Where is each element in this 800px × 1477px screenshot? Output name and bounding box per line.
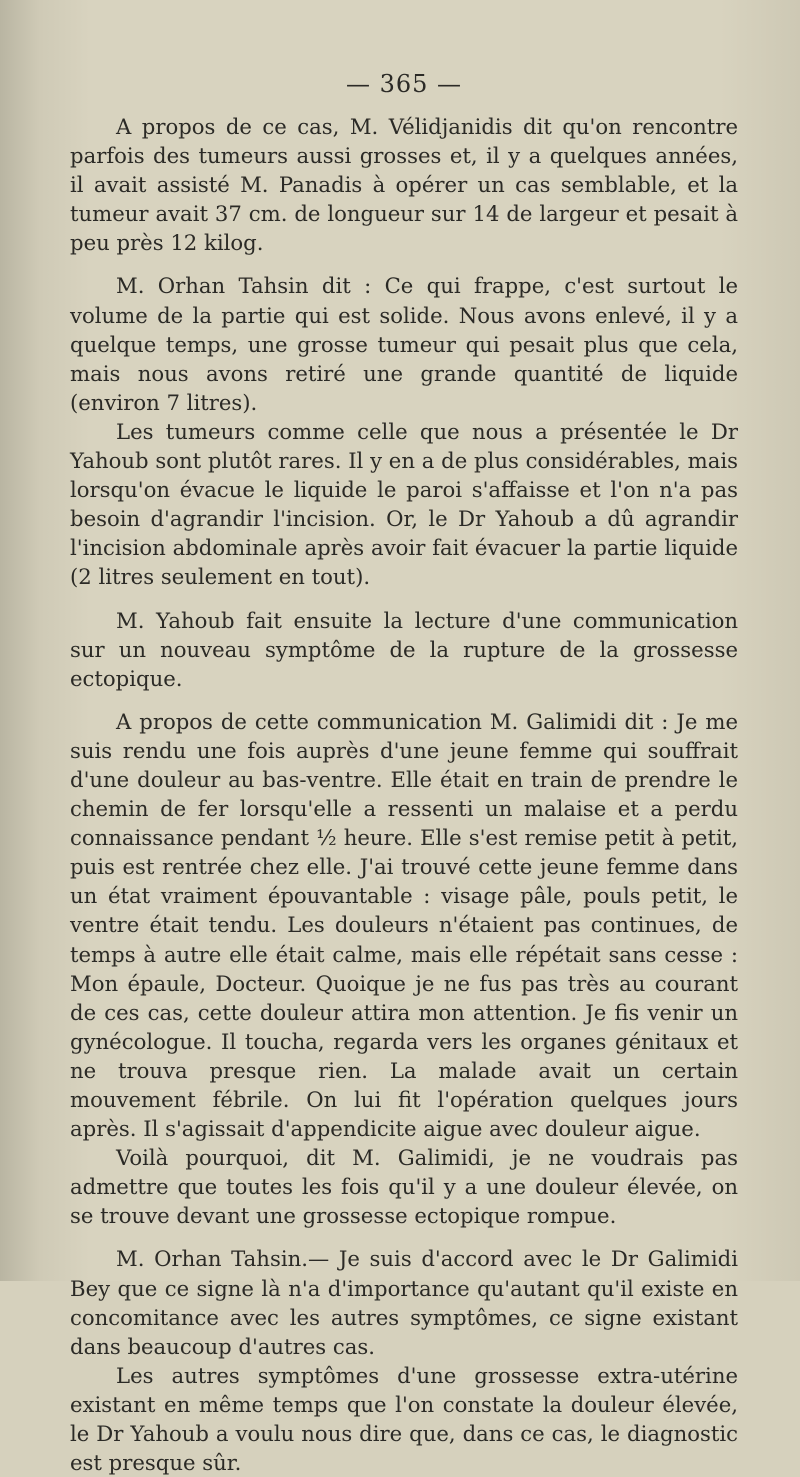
paragraph-velidjanidis: A propos de ce cas, M. Vélidjanidis dit qu'on rencontre parfois des tumeurs aussi grosses et, il y a quelques années, il avait assisté M. Panadis à opérer un cas semblable, et la tumeur avait 37 cm. de longueur sur 14 de largeur et pesait à peu près 12 kilog. xyxy=(70,114,738,256)
paragraph-autres-symptomes: Les autres symptômes d'une grossesse extra-utérine existant en même temps que l'on constate la douleur élevée, le Dr Yahoub a voulu nous dire que, dans ce cas, le diagnostic est presque sûr. xyxy=(70,1362,738,1476)
paragraph-tumeurs: Les tumeurs comme celle que nous a présentée le Dr Yahoub sont plutôt rares. Il y en a de plus considérables, mais lorsqu'on évacue le liquide le paroi s'affaisse et l'on n'a pas besoin d'agrandir l'incision. Or, le Dr Yahoub a dû agrandir l'incision abdominale après avoir fait évacuer la partie liquide (2 litres seulement en tout). xyxy=(70,418,738,590)
page-number: — 365 — xyxy=(345,70,463,98)
paragraph-voila-pourquoi: Voilà pourquoi, dit M. Galimidi, je ne voudrais pas admettre que toutes les fois qu'il y a une douleur élevée, on se trouve devant une grossesse ectopique rompue. xyxy=(70,1145,738,1229)
paragraph-orhan-tahsin-1: M. Orhan Tahsin dit : Ce qui frappe, c'est surtout le volume de la partie qui est solide. Nous avons enlevé, il y a quelque temps, une grosse tumeur qui pesait plus que cela, mais nous avons retiré une grande quantité de liquide (environ 7 litres). xyxy=(70,273,738,415)
paragraph-orhan-tahsin-2: M. Orhan Tahsin.— Je suis d'accord avec le Dr Galimidi Bey que ce signe là n'a d'importance qu'autant qu'il existe en concomitance avec les autres symptômes, ce signe existant dans beaucoup d'autres cas. xyxy=(70,1246,738,1359)
paragraph-yahoub-communication: M. Yahoub fait ensuite la lecture d'une communication sur un nouveau symptôme de la rupture de la grossesse ectopique. xyxy=(70,607,738,691)
paragraph-galimidi: A propos de cette communication M. Galimidi dit : Je me suis rendu une fois auprès d'une jeune femme qui souffrait d'une douleur au bas-ventre. Elle était en train de prendre le chemin de fer lorsqu'elle a ressenti un malaise et a perdu connaissance pendant ½ heure. Elle s'est remise petit à petit, puis est rentrée chez elle. J'ai trouvé cette jeune femme dans un état vraiment épouvantable : visage pâle, pouls petit, le ventre était tendu. Les douleurs n'étaient pas continues, de temps à autre elle était calme, mais elle répétait sans cesse : Mon épaule, Docteur. Quoique je ne fus pas très au courant de ces cas, cette douleur attira mon attention. Je fis venir un gynécologue. Il toucha, regarda vers les organes génitaux et ne trouva presque rien. La malade avait un certain mouvement fébrile. On lui fit l'opération quelques jours après. Il s'agissait d'appendicite aigue avec douleur aigue. xyxy=(70,708,738,1142)
